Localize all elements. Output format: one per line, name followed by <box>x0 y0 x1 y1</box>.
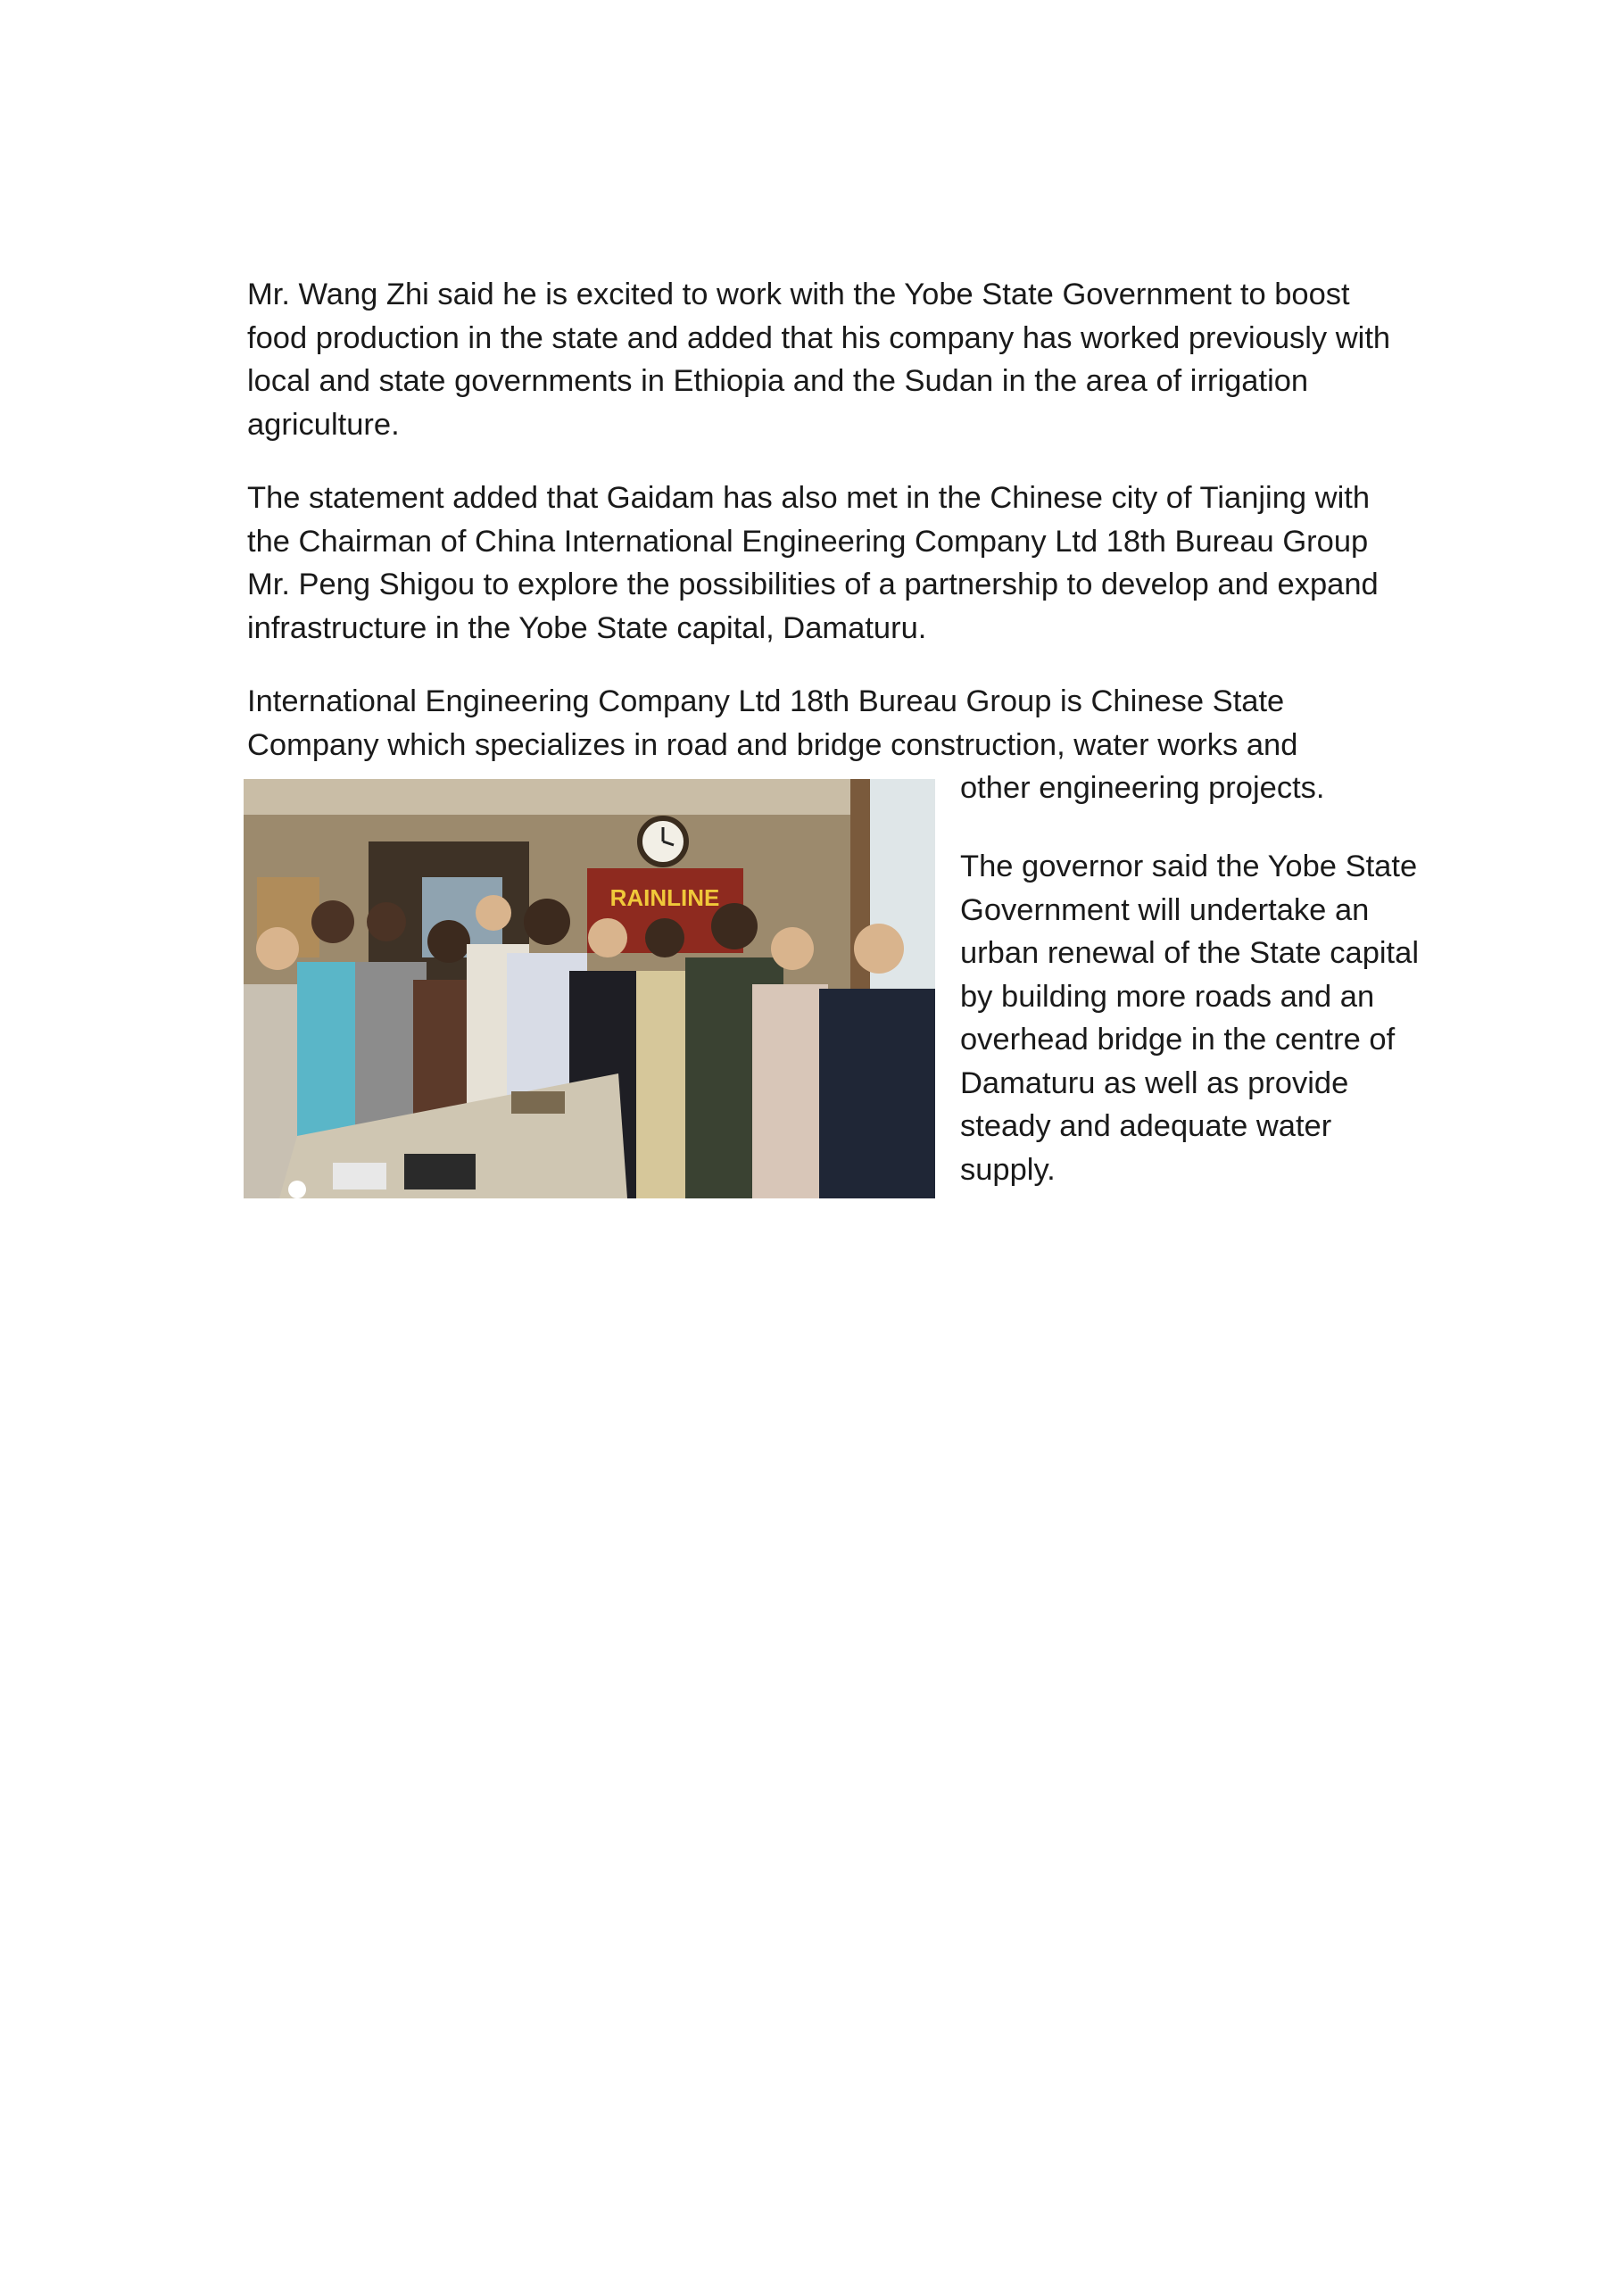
paragraph-urban-renewal: The governor said the Yobe State Government will undertake an urban renewal of the State capital by building more roads and an overhead bridge in the centre of Damaturu as well as provide steady and adequate water supply. <box>960 850 1419 1187</box>
paragraph-tianjing-meeting: The statement added that Gaidam has also met in the Chinese city of Tianjing with the Chairman of China International Engineering Company Ltd 18th Bureau Group Mr. Peng Shigou to explore the possibilities of a partnership to develop and expand infrastructure in the Yobe State capital, Damaturu. <box>247 481 1379 645</box>
group-photo-illustration <box>244 779 935 1198</box>
paragraph-wang-zhi: Mr. Wang Zhi said he is excited to work with the Yobe State Government to boost food production in the state and added that his company has worked previously with local and state governments in Ethiopia and the Sudan in the area of irrigation agriculture. <box>247 278 1391 442</box>
paragraph-company-description: International Engineering Company Ltd 18th Bureau Group is Chinese State Company which specializes in road and bridge construction, water works and <box>247 684 1298 762</box>
paragraph-company-description-tail: other engineering projects. <box>960 771 1325 805</box>
group-photo <box>244 779 935 1198</box>
banner-text: RAINLINE <box>609 884 720 911</box>
